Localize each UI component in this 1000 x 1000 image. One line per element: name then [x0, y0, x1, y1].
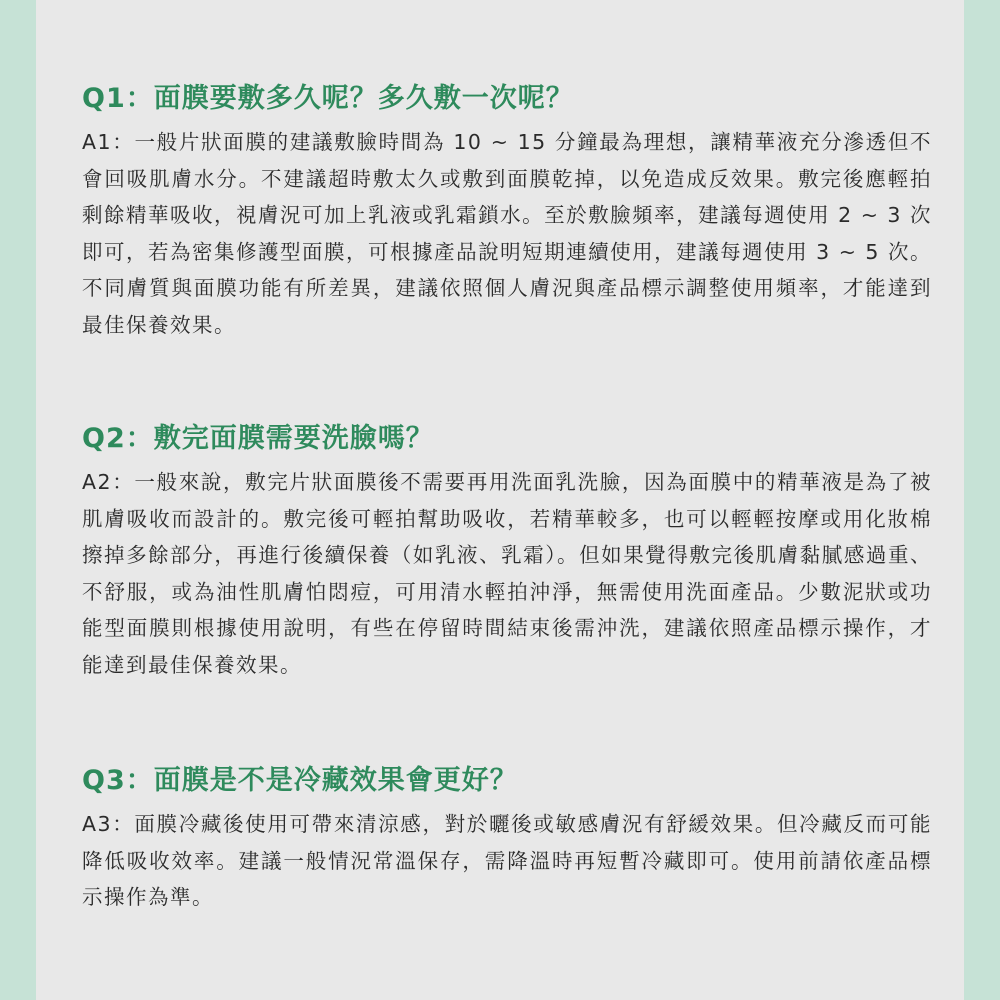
faq-item-2: [82, 420, 932, 683]
faq-question-1: Q1：面膜要敷多久呢？多久敷一次呢？: [82, 83, 574, 114]
faq-item-3: [82, 762, 932, 916]
faq-question-3: Q3：面膜是不是冷藏效果會更好？: [82, 765, 518, 796]
faq-item-1: [82, 80, 932, 343]
faq-answer-2: A2：一般來說，敷完片狀面膜後不需要再用洗面乳洗臉，因為面膜中的精華液是為了被肌膚吸收而設計的。敷完後可輕拍幫助吸收，若精華較多，也可以輕輕按摩或用化妝棉擦掉多餘部分，再進行後續保養（如乳液、乳霜）。但如果覺得敷完後肌膚黏膩感過重、不舒服，或為油性肌膚怕悶痘，可用清水輕拍沖淨，無需使用洗面產品。少數泥狀或功能型面膜則根據使用說明，有些在停留時間結束後需沖洗，建議依照產品標示操作，才能達到最佳保養效果。: [82, 470, 932, 677]
faq-answer-3: A3：面膜冷藏後使用可帶來清涼感，對於曬後或敏感膚況有舒緩效果。但冷藏反而可能降低吸收效率。建議一般情況常溫保存，需降溫時再短暫冷藏即可。使用前請依產品標示操作為準。: [82, 812, 932, 909]
faq-question-2: Q2：敷完面膜需要洗臉嗎？: [82, 423, 434, 454]
faq-answer-1: A1：一般片狀面膜的建議敷臉時間為 10 ~ 15 分鐘最為理想，讓精華液充分滲透但不會回吸肌膚水分。不建議超時敷太久或敷到面膜乾掉，以免造成反效果。敷完後應輕拍剩餘精華吸收，視膚況可加上乳液或乳霜鎖水。至於敷臉頻率，建議每週使用 2 ~ 3 次即可，若為密集修護型面膜，可根據產品說明短期連續使用，建議每週使用 3 ~ 5 次。不同膚質與面膜功能有所差異，建議依照個人膚況與產品標示調整使用頻率，才能達到最佳保養效果。: [82, 130, 932, 337]
content-panel: [36, 0, 964, 1000]
